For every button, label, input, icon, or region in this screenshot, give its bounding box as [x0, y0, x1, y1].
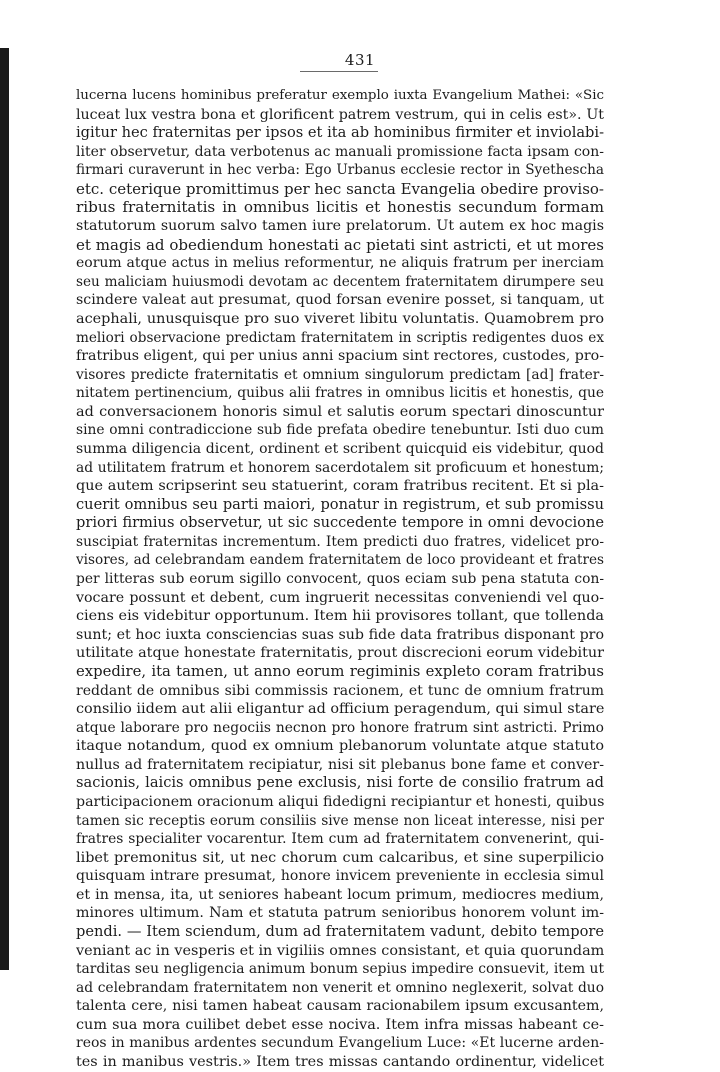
text-line: etc. ceterique promittimus per hec sancta Evangelia obedire proviso- — [76, 179, 604, 198]
scan-binding-edge — [0, 48, 9, 970]
text-line: firmari curaverunt in hec verba: Ego Urbanus ecclesie rector in Syethescha — [76, 162, 604, 179]
text-line: ad utilitatem fratrum et honorem sacerdotalem sit proficuum et honestum; — [76, 459, 604, 476]
text-line: fratribus eligent, qui per unius anni spacium sint rectores, custodes, pro- — [76, 348, 604, 365]
text-line: et magis ad obediendum honestati ac pietati sint astricti, et ut mores — [76, 235, 604, 254]
text-line: eorum atque actus in melius reformentur, ne aliquis fratrum per inerciam — [76, 255, 604, 272]
text-line: scindere valeat aut presumat, quod forsan evenire posset, si tanquam, ut — [76, 292, 604, 309]
text-line: summa diligencia dicent, ordinent et scribent quicquid eis videbitur, quod — [76, 440, 604, 457]
text-line: ad celebrandam fraternitatem non venerit et omnino neglexerit, solvat duo — [76, 979, 604, 996]
text-line: minores ultimum. Nam et statuta patrum senioribus honorem volunt im- — [76, 905, 604, 922]
text-line: nullus ad fraternitatem recipiatur, nisi sit plebanus bone fame et conver- — [76, 756, 604, 773]
text-line: sacionis, laicis omnibus pene exclusis, nisi forte de consilio fratrum ad — [76, 774, 604, 792]
text-line: acephali, unusquisque pro suo viveret libitu voluntatis. Quamobrem pro — [76, 310, 604, 327]
text-line: ad conversacionem honoris simul et salutis eorum spectari dinoscuntur — [76, 403, 604, 420]
text-line: pendi. — Item sciendum, dum ad fraternitatem vadunt, debito tempore — [76, 923, 604, 941]
text-line: lucerna lucens hominibus preferatur exemplo iuxta Evangelium Mathei: «Sic — [76, 88, 604, 103]
text-line: priori firmius observetur, ut sic succedente tempore in omni devocione — [76, 514, 604, 532]
text-line: luceat lux vestra bona et glorificent patrem vestrum, qui in celis est». Ut — [76, 106, 604, 123]
text-line: reddant de omnibus sibi commissis racionem, et tunc de omnium fratrum — [76, 682, 604, 699]
text-line: itaque notandum, quod ex omnium plebanorum voluntate atque statuto — [76, 738, 604, 755]
text-line: ciens eis videbitur opportunum. Item hii provisores tollant, que tollenda — [76, 608, 604, 625]
text-line: ribus fraternitatis in omnibus licitis et honestis secundum formam — [76, 198, 604, 217]
text-line: fratres specialiter vocarentur. Item cum ad fraternitatem convenerint, qui- — [76, 831, 604, 848]
text-line: talenta cere, nisi tamen habeat causam racionabilem ipsum excusantem, — [76, 998, 604, 1015]
text-line: tarditas seu negligencia animum bonum sepius impedire consuevit, item ut — [76, 961, 604, 978]
text-line: cum sua mora cuilibet debet esse nociva. Item infra missas habeant ce- — [76, 1016, 604, 1033]
text-line: libet premonitus sit, ut nec chorum cum calcaribus, et sine superpilicio — [76, 849, 604, 866]
text-line: veniant ac in vesperis et in vigiliis omnes consistant, et quia quorundam — [76, 942, 604, 959]
text-line: et in mensa, ita, ut seniores habeant locum primum, mediocres medium, — [76, 886, 604, 903]
text-line: participacionem oracionum aliqui fidedigni recipiantur et honesti, quibus — [76, 793, 604, 810]
text-line: visores predicte fraternitatis et omnium singulorum predictam [ad] frater- — [76, 366, 604, 383]
text-line: visores, ad celebrandam eandem fraternitatem de loco provideant et fratres — [76, 552, 604, 569]
page-number-text: 431 — [344, 51, 376, 69]
text-line: meliori observacione predictam fraternitatem in scriptis redigentes duos ex — [76, 329, 604, 346]
text-line: sine omni contradiccione sub fide prefata obedire tenebuntur. Isti duo cum — [76, 422, 604, 439]
text-line: suscipiat fraternitas incrementum. Item predicti duo fratres, videlicet pro- — [76, 533, 604, 550]
body-text — [76, 87, 604, 1072]
text-line: sunt; et hoc iuxta consciencias suas sub fide data fratribus disponant pro — [76, 626, 604, 643]
text-line: que autem scripserint seu statuerint, coram fratribus recitent. Et si pla- — [76, 478, 604, 495]
text-line: nitatem pertinencium, quibus alii fratres in omnibus licitis et honestis, que — [76, 385, 604, 402]
text-line: tamen sic receptis eorum consiliis sive mense non liceat interesse, nisi per — [76, 812, 604, 829]
text-line: expedire, ita tamen, ut anno eorum regiminis expleto coram fratribus — [76, 662, 604, 680]
text-line: per litteras sub eorum sigillo convocent, quos eciam sub pena statuta con- — [76, 571, 604, 588]
text-line: quisquam intrare presumat, honore invicem preveniente in ecclesia simul — [76, 868, 604, 885]
text-line: vocare possunt et debent, cum ingruerit necessitas conveniendi vel quo- — [76, 589, 604, 606]
text-line: reos in manibus ardentes secundum Evangelium Luce: «Et lucerne arden- — [76, 1035, 604, 1052]
text-line: atque laborare pro negociis necnon pro honore fratrum sint astricti. Primo — [76, 719, 604, 736]
text-line: tes in manibus vestris.» Item tres missas cantando ordinentur, videlicet — [76, 1054, 604, 1071]
text-line: igitur hec fraternitas per ipsos et ita ab hominibus firmiter et inviolabi- — [76, 124, 604, 142]
text-line: seu maliciam huiusmodi devotam ac decentem fraternitatem dirumpere seu — [76, 273, 604, 290]
text-line: statutorum suorum salvo tamen iure prelatorum. Ut autem ex hoc magis — [76, 218, 604, 235]
page-number-rule — [300, 71, 378, 72]
page-number — [0, 51, 720, 69]
text-line: utilitate atque honestate fraternitatis, prout discrecioni eorum videbitur — [76, 645, 604, 662]
text-line: cuerit omnibus seu parti maiori, ponatur in registrum, et sub promissu — [76, 495, 604, 513]
text-line: consilio iidem aut alii eligantur ad officium peragendum, qui simul stare — [76, 701, 604, 718]
text-line: liter observetur, data verbotenus ac manuali promissione facta ipsam con- — [76, 143, 604, 160]
